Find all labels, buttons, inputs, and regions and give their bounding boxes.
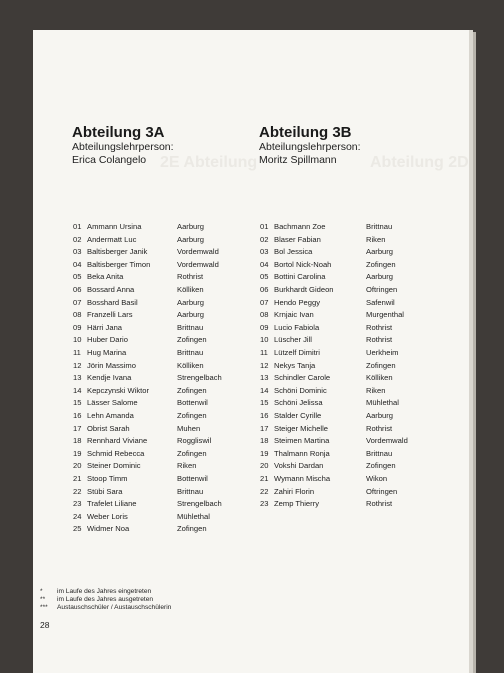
teacher-name: Erica Colangelo bbox=[72, 154, 147, 166]
student-name: Stalder Cyrille bbox=[274, 411, 322, 420]
student-name: Härri Jana bbox=[87, 322, 123, 332]
student-town: Aarburg bbox=[177, 234, 205, 244]
student-town: Aarburg bbox=[177, 310, 205, 320]
student-number: 11 bbox=[73, 348, 81, 357]
student-name: Vokshi Dardan bbox=[274, 461, 324, 471]
student-name: Trafelet Liliane bbox=[87, 499, 137, 509]
student-name: Rennhard Viviane bbox=[87, 436, 148, 446]
student-name: Weber Loris bbox=[87, 511, 128, 521]
student-number: 17 bbox=[260, 423, 269, 433]
student-town: Riken bbox=[366, 234, 386, 244]
teacher-name: Moritz Spillmann bbox=[259, 154, 337, 166]
student-town: Zofingen bbox=[366, 461, 396, 471]
student-number: 10 bbox=[73, 335, 82, 345]
student-name: Lehn Amanda bbox=[87, 411, 134, 420]
student-town: Zofingen bbox=[177, 411, 207, 420]
student-number: 20 bbox=[260, 461, 269, 471]
footnote bbox=[40, 596, 171, 604]
student-name: Franzelli Lars bbox=[87, 310, 133, 320]
section-3b bbox=[259, 124, 361, 167]
student-town: Oftringen bbox=[366, 285, 398, 294]
student-number: 25 bbox=[73, 524, 82, 534]
student-number: 02 bbox=[73, 234, 82, 244]
student-number: 21 bbox=[260, 474, 269, 483]
student-name: Baltisberger Janik bbox=[87, 247, 148, 257]
footnote-mark: *** bbox=[40, 604, 48, 612]
student-town: Mühlethal bbox=[177, 511, 210, 521]
student-number: 05 bbox=[260, 272, 269, 282]
student-name: Beka Anita bbox=[87, 272, 124, 282]
student-town: Vordemwald bbox=[177, 259, 219, 269]
student-number: 22 bbox=[73, 486, 82, 496]
student-town: Rothrist bbox=[366, 322, 393, 332]
student-town: Brittnau bbox=[177, 486, 204, 496]
student-name: Lützelf Dimitri bbox=[274, 348, 320, 357]
student-town: Rothrist bbox=[366, 499, 393, 509]
student-name: Hug Marina bbox=[87, 348, 127, 357]
student-town: Kölliken bbox=[366, 373, 393, 383]
student-number: 16 bbox=[260, 411, 269, 420]
student-name: Ammann Ursina bbox=[87, 222, 142, 231]
student-name: Widmer Noa bbox=[87, 524, 130, 534]
student-name: Huber Dario bbox=[87, 335, 128, 345]
student-town: Rothrist bbox=[177, 272, 204, 282]
student-town: Rothrist bbox=[366, 335, 393, 345]
student-name: Burkhardt Gideon bbox=[274, 285, 334, 294]
student-number: 07 bbox=[73, 297, 82, 307]
show-through-heading-right: Abteilung 2D bbox=[370, 154, 469, 171]
student-town: Zofingen bbox=[177, 385, 207, 395]
student-number: 23 bbox=[73, 499, 82, 509]
page-number: 28 bbox=[40, 620, 50, 630]
student-name: Hendo Peggy bbox=[274, 297, 321, 307]
student-name: Stoop Timm bbox=[87, 474, 128, 483]
student-name: Steiger Michelle bbox=[274, 423, 329, 433]
student-number: 15 bbox=[260, 398, 269, 408]
student-town: Brittnau bbox=[177, 322, 204, 332]
student-town: Strengelbach bbox=[177, 499, 222, 509]
student-name: Zahiri Florin bbox=[274, 486, 315, 496]
student-name: Schmid Rebecca bbox=[87, 448, 145, 458]
student-name: Schöni Dominic bbox=[274, 385, 327, 395]
student-town: Kölliken bbox=[177, 285, 204, 294]
student-town: Aarburg bbox=[366, 272, 394, 282]
student-number: 19 bbox=[73, 448, 82, 458]
student-name: Kendje Ivana bbox=[87, 373, 132, 383]
student-number: 16 bbox=[73, 411, 82, 420]
footnote-text: im Laufe des Jahres ausgetreten bbox=[57, 596, 154, 604]
student-number: 07 bbox=[260, 297, 269, 307]
student-town: Wikon bbox=[366, 474, 388, 483]
student-number: 24 bbox=[73, 511, 82, 521]
student-town: Brittnau bbox=[366, 222, 393, 231]
student-town: Strengelbach bbox=[177, 373, 222, 383]
student-town: Vordemwald bbox=[177, 247, 219, 257]
student-number: 04 bbox=[73, 259, 82, 269]
footnotes bbox=[40, 588, 171, 613]
footnote bbox=[40, 588, 171, 596]
student-number: 04 bbox=[260, 259, 269, 269]
section-3a bbox=[72, 124, 174, 167]
student-number: 21 bbox=[73, 474, 82, 483]
student-number: 19 bbox=[260, 448, 269, 458]
student-town: Riken bbox=[177, 461, 197, 471]
student-number: 14 bbox=[260, 385, 269, 395]
student-town: Bottenwil bbox=[177, 474, 208, 483]
student-town: Brittnau bbox=[177, 348, 204, 357]
student-number: 09 bbox=[260, 322, 269, 332]
student-name: Lucio Fabiola bbox=[274, 322, 320, 332]
student-town: Zofingen bbox=[366, 259, 396, 269]
student-town: Uerkheim bbox=[366, 348, 399, 357]
student-number: 20 bbox=[73, 461, 82, 471]
student-name: Bachmann Zoe bbox=[274, 222, 326, 231]
student-town: Brittnau bbox=[366, 448, 393, 458]
student-name: Nekys Tanja bbox=[274, 360, 316, 370]
student-number: 11 bbox=[260, 348, 268, 357]
page-edge-shadow bbox=[473, 32, 476, 673]
student-number: 03 bbox=[73, 247, 82, 257]
student-number: 14 bbox=[73, 385, 82, 395]
student-town: Riken bbox=[366, 385, 386, 395]
student-town: Zofingen bbox=[177, 524, 207, 534]
student-name: Bosshard Basil bbox=[87, 297, 138, 307]
section-title: Abteilung 3A bbox=[72, 124, 165, 141]
student-number: 08 bbox=[73, 310, 82, 320]
student-name: Kepczynski Wiktor bbox=[87, 385, 150, 395]
student-number: 01 bbox=[73, 222, 82, 231]
student-town: Oftringen bbox=[366, 486, 398, 496]
student-town: Mühlethal bbox=[366, 398, 399, 408]
student-number: 05 bbox=[73, 272, 82, 282]
student-name: Andermatt Luc bbox=[87, 234, 137, 244]
footnote-text: im Laufe des Jahres eingetreten bbox=[57, 588, 152, 595]
student-number: 10 bbox=[260, 335, 269, 345]
footnote-mark: ** bbox=[40, 596, 46, 604]
teacher-label: Abteilungslehrperson: bbox=[72, 141, 174, 153]
teacher-label: Abteilungslehrperson: bbox=[259, 141, 361, 153]
student-number: 13 bbox=[73, 373, 82, 383]
student-name: Bortol Nick-Noah bbox=[274, 259, 332, 269]
section-title: Abteilung 3B bbox=[259, 124, 352, 141]
student-name: Thalmann Ronja bbox=[274, 448, 330, 458]
student-name: Steiner Dominic bbox=[87, 461, 141, 471]
student-number: 15 bbox=[73, 398, 82, 408]
student-name: Bossard Anna bbox=[87, 285, 135, 294]
student-town: Bottenwil bbox=[177, 398, 208, 408]
student-number: 13 bbox=[260, 373, 269, 383]
footnote-text: Austauschschüler / Austauschschülerin bbox=[57, 604, 172, 612]
student-town: Rothrist bbox=[366, 423, 393, 433]
student-name: Baltisberger Timon bbox=[87, 259, 151, 269]
student-name: Wymann Mischa bbox=[274, 474, 331, 483]
student-name: Schindler Carole bbox=[274, 373, 331, 383]
student-name: Jörin Massimo bbox=[87, 360, 136, 370]
student-name: Bottini Carolina bbox=[274, 272, 326, 282]
student-town: Roggliswil bbox=[177, 436, 212, 446]
student-number: 18 bbox=[73, 436, 82, 446]
student-town: Zofingen bbox=[366, 360, 396, 370]
student-name: Stübi Sara bbox=[87, 486, 123, 496]
student-name: Obrist Sarah bbox=[87, 423, 130, 433]
student-number: 02 bbox=[260, 234, 269, 244]
student-town: Aarburg bbox=[177, 222, 205, 231]
student-number: 23 bbox=[260, 499, 269, 509]
student-name: Steimen Martina bbox=[274, 436, 330, 446]
student-number: 03 bbox=[260, 247, 269, 257]
student-town: Aarburg bbox=[366, 247, 394, 257]
student-number: 17 bbox=[73, 423, 82, 433]
student-number: 08 bbox=[260, 310, 269, 320]
student-number: 12 bbox=[260, 360, 269, 370]
footnote bbox=[40, 604, 171, 612]
student-number: 06 bbox=[73, 285, 82, 294]
student-name: Schöni Jelissa bbox=[274, 398, 323, 408]
student-name: Bol Jessica bbox=[274, 247, 313, 257]
student-number: 18 bbox=[260, 436, 269, 446]
student-town: Zofingen bbox=[177, 448, 207, 458]
student-number: 22 bbox=[260, 486, 269, 496]
student-number: 12 bbox=[73, 360, 82, 370]
footnote-mark: * bbox=[40, 588, 43, 595]
student-town: Safenwil bbox=[366, 297, 395, 307]
student-town: Murgenthal bbox=[366, 310, 404, 320]
student-town: Aarburg bbox=[366, 411, 394, 420]
student-name: Lüscher Jill bbox=[274, 335, 312, 345]
student-number: 01 bbox=[260, 222, 269, 231]
student-town: Vordemwald bbox=[366, 436, 408, 446]
student-name: Lässer Salome bbox=[87, 398, 138, 408]
student-town: Aarburg bbox=[177, 297, 205, 307]
student-number: 06 bbox=[260, 285, 269, 294]
show-through-heading-left: 2E Abteilung bbox=[160, 154, 258, 171]
student-name: Zemp Thierry bbox=[274, 499, 320, 509]
student-name: Krnjaic Ivan bbox=[274, 310, 314, 320]
student-name: Blaser Fabian bbox=[274, 234, 321, 244]
student-town: Muhen bbox=[177, 423, 201, 433]
student-town: Kölliken bbox=[177, 360, 204, 370]
student-number: 09 bbox=[73, 322, 82, 332]
student-town: Zofingen bbox=[177, 335, 207, 345]
